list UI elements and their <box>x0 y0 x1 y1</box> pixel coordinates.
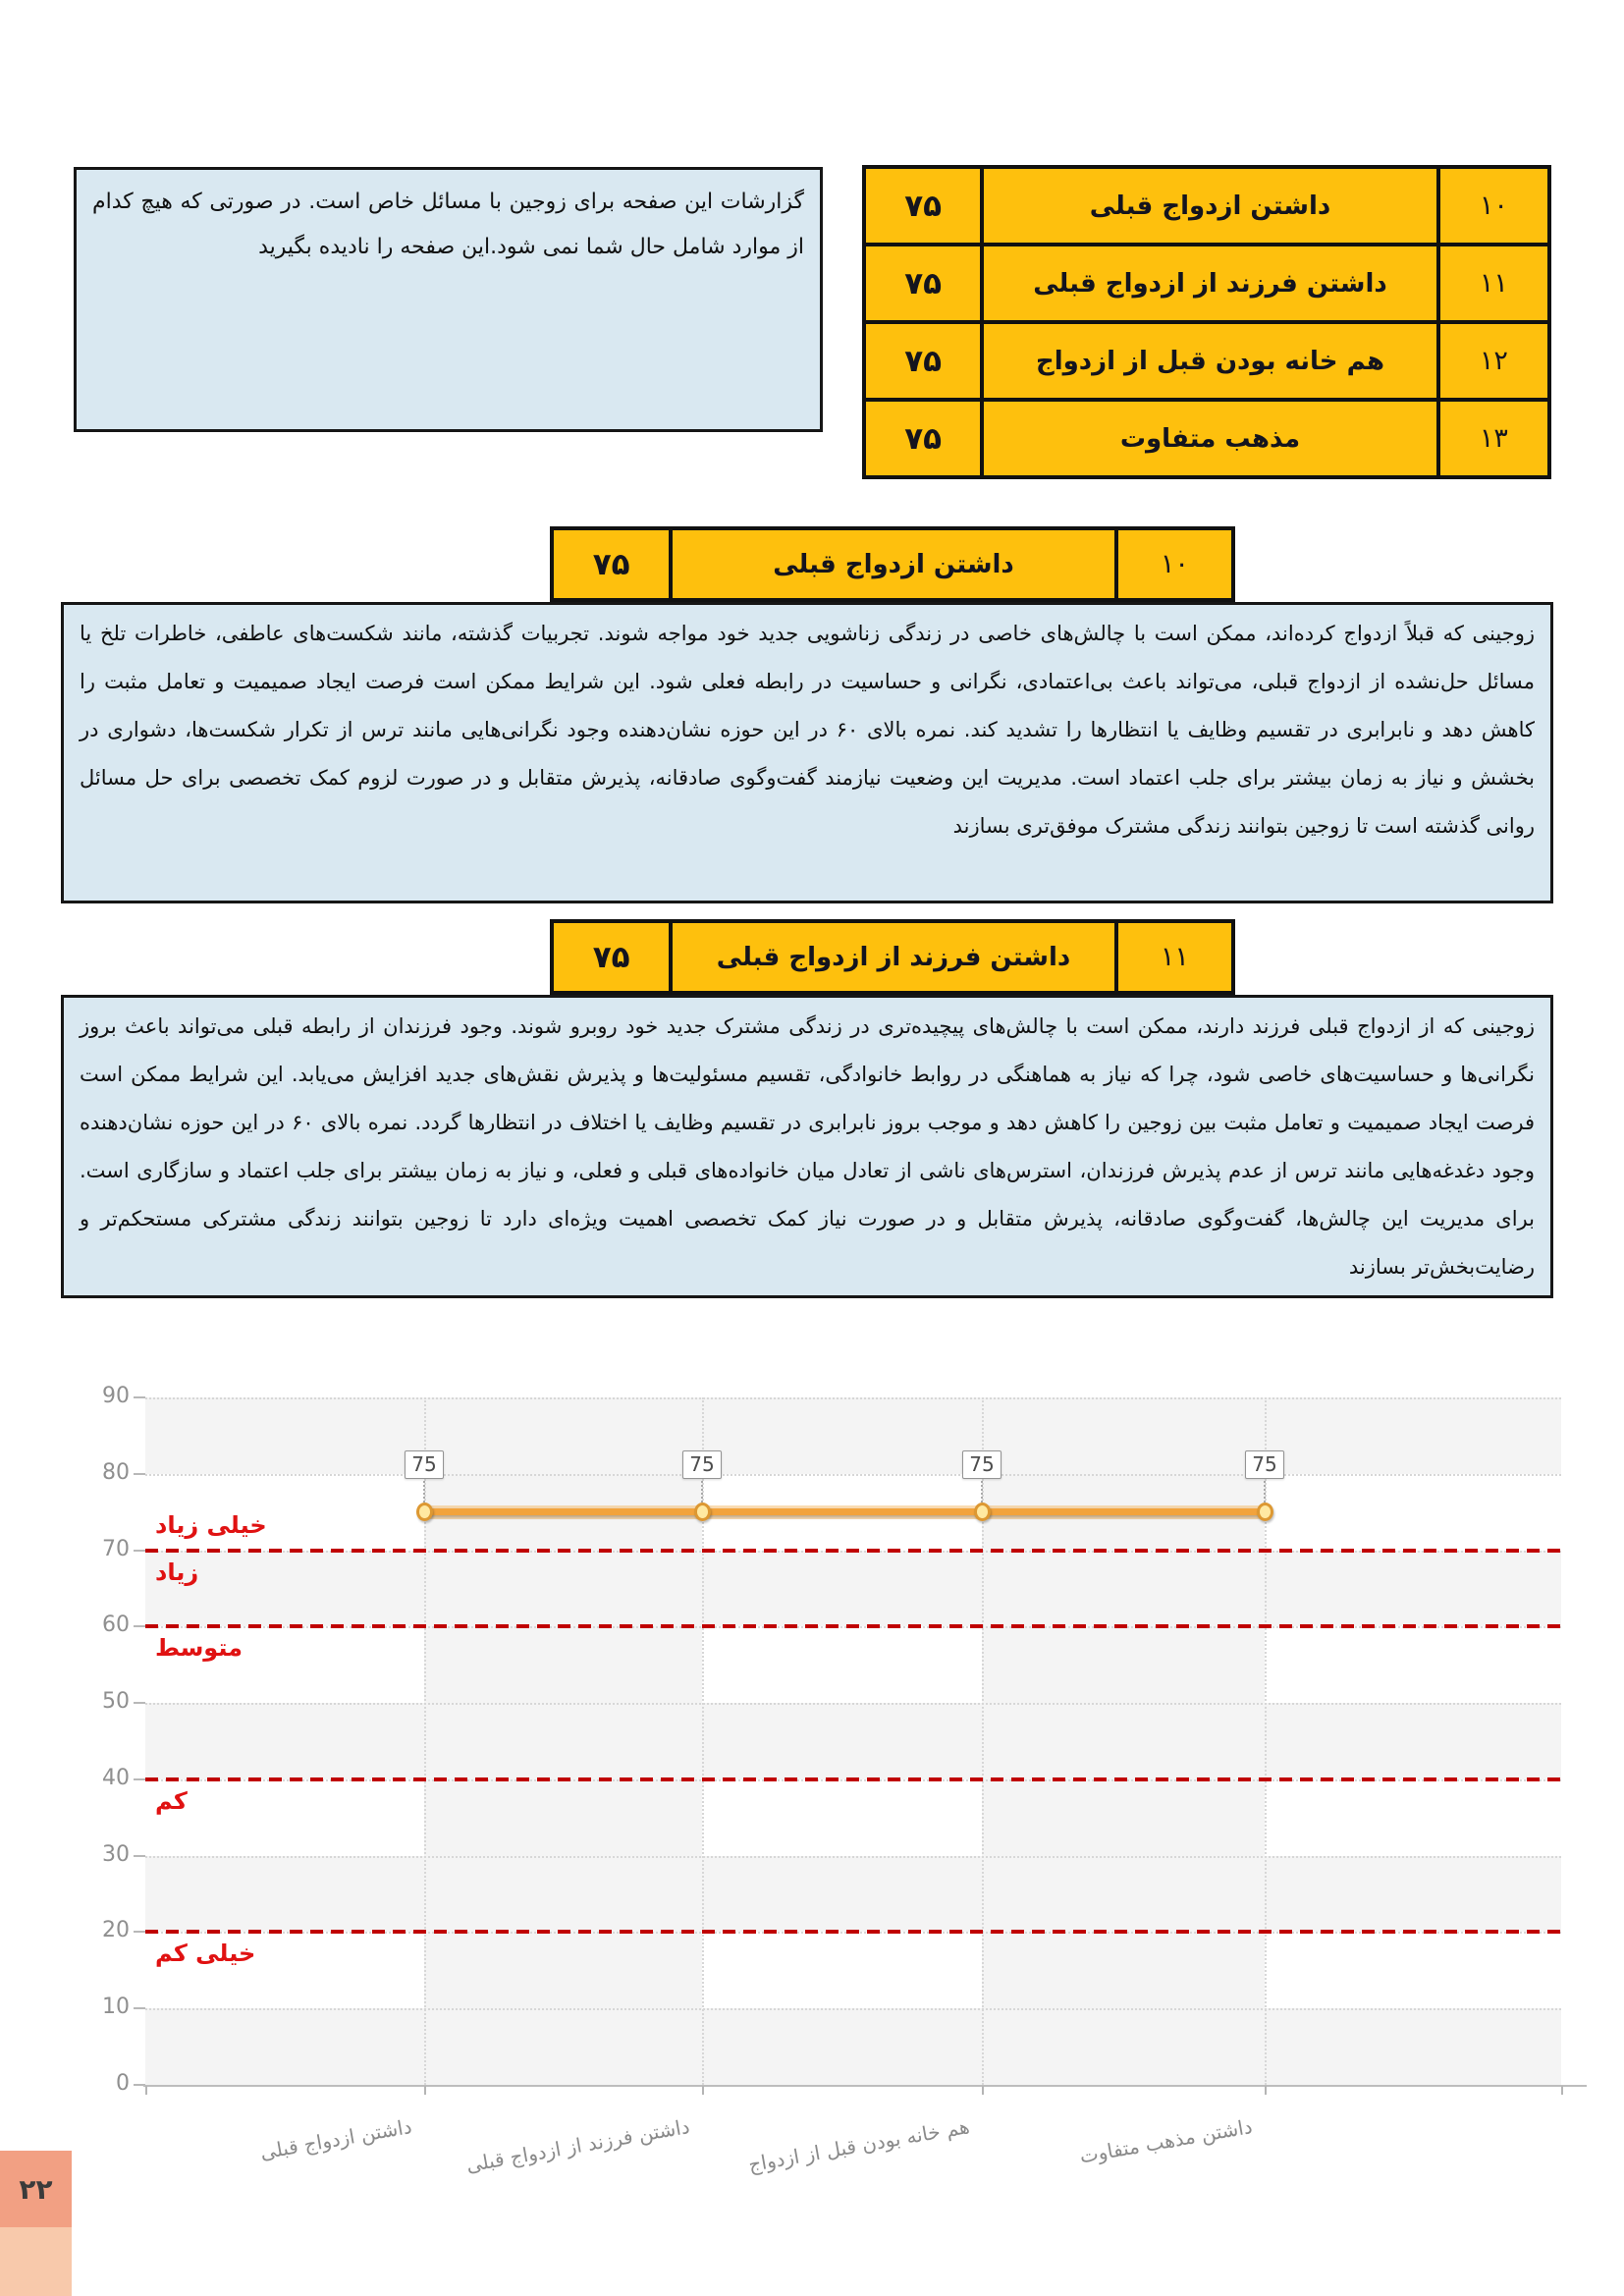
y-axis-tick-label: 40 <box>102 1765 130 1790</box>
score-line-chart <box>74 1375 1591 2229</box>
section-header-10 <box>550 526 1235 602</box>
data-point-label: 75 <box>405 1450 444 1479</box>
risk-zone-label: کم <box>155 1786 188 1815</box>
point-connector <box>423 1481 425 1503</box>
h-gridline <box>145 1397 1561 1399</box>
row-label: هم خانه بودن قبل از ازدواج <box>982 322 1437 400</box>
grid-band-horizontal <box>145 1551 1561 1627</box>
section-number: ۱۰ <box>1116 528 1233 600</box>
row-number: ۱۰ <box>1438 167 1549 245</box>
y-axis-tick <box>134 2007 145 2009</box>
threshold-line <box>145 1777 1561 1781</box>
grid-band-horizontal <box>145 1703 1561 1779</box>
risk-zone-label: خیلی کم <box>155 1940 256 1968</box>
data-point-marker <box>974 1503 991 1521</box>
grid-band-vertical <box>424 1397 702 2085</box>
y-axis-tick <box>134 1778 145 1780</box>
threshold-line <box>145 1549 1561 1553</box>
section-body-10: زوجینی که قبلاً ازدواج کرده‌اند، ممکن است با چالش‌های خاصی در زندگی زناشویی جدید خود مواجه شوند. تجربیات گذشته، مانند شکست‌های عاطفی، خاطرات تلخ یا مسائل حل‌نشده از ازدواج قبلی، می‌تواند باعث بی‌اعتمادی، نگرانی و حساسیت در رابطه فعلی شود. این شرایط ممکن است فرصت ایجاد صمیمیت و تعامل مثبت را کاهش دهد و نابرابری در تقسیم وظایف یا انتظارها را تشدید کند. نمره بالای ۶۰ در این حوزه نشان‌دهنده وجود نگرانی‌هایی مانند ترس از تکرار شکست‌ها، دشواری در بخشش و نیاز به زمان بیشتر برای جلب اعتماد است. مدیریت این وضعیت نیازمند گفت‌وگوی صادقانه، پذیرش متقابل و در صورت لزوم کمک تخصصی برای حل مسائل روانی گذشته است تا زوجین بتوانند زندگی مشترک موفق‌تری بسازند <box>61 602 1553 903</box>
page-number-badge <box>0 2151 72 2227</box>
row-score: ۷۵ <box>864 322 982 400</box>
chart-plot-area <box>102 1384 1561 2177</box>
y-axis-tick <box>134 1473 145 1475</box>
risk-zone-label: متوسط <box>155 1634 244 1663</box>
table-row <box>864 245 1549 322</box>
threshold-line <box>145 1624 1561 1628</box>
row-score: ۷۵ <box>864 400 982 477</box>
category-label: داشتن ازدواج قبلی <box>258 2114 414 2164</box>
data-point-marker <box>694 1503 711 1521</box>
section-title: داشتن فرزند از ازدواج قبلی <box>671 921 1115 993</box>
data-point-marker <box>1257 1503 1273 1521</box>
row-score: ۷۵ <box>864 245 982 322</box>
category-label: هم خانه بودن قبل از ازدواج <box>746 2114 972 2177</box>
data-point-label: 75 <box>1245 1450 1284 1479</box>
y-axis-tick <box>134 1702 145 1704</box>
row-score: ۷۵ <box>864 167 982 245</box>
h-gridline <box>145 1856 1561 1858</box>
row-label: مذهب متفاوت <box>982 400 1437 477</box>
table-row <box>864 167 1549 245</box>
y-axis-tick-label: 90 <box>102 1384 130 1408</box>
page-number: ۲۲ <box>19 2172 53 2206</box>
x-axis-tick <box>424 2086 426 2095</box>
y-axis-tick-label: 20 <box>102 1918 130 1943</box>
section-title: داشتن ازدواج قبلی <box>671 528 1115 600</box>
grid-band-vertical <box>982 1397 1265 2085</box>
h-gridline <box>145 1474 1561 1476</box>
row-label: داشتن ازدواج قبلی <box>982 167 1437 245</box>
page-edge-stripe <box>0 2227 72 2296</box>
y-axis-tick-label: 30 <box>102 1841 130 1867</box>
row-number: ۱۱ <box>1438 245 1549 322</box>
y-axis-tick <box>134 1396 145 1398</box>
section-score: ۷۵ <box>552 921 671 993</box>
y-axis-tick-label: 10 <box>102 1995 130 2020</box>
y-axis-tick <box>134 1855 145 1857</box>
table-row <box>864 322 1549 400</box>
x-axis-tick <box>145 2086 147 2095</box>
point-connector <box>701 1481 703 1503</box>
category-label: داشتن مذهب متفاوت <box>1077 2114 1255 2168</box>
grid-band-horizontal <box>145 2008 1561 2085</box>
threshold-line <box>145 1930 1561 1934</box>
section-header-11 <box>550 919 1235 995</box>
grid-band-horizontal <box>145 1397 1561 1474</box>
h-gridline <box>145 1703 1561 1705</box>
row-label: داشتن فرزند از ازدواج قبلی <box>982 245 1437 322</box>
series-line <box>424 1508 1265 1515</box>
info-box <box>74 167 823 432</box>
y-axis-tick-label: 80 <box>102 1459 130 1485</box>
h-gridline <box>145 2008 1561 2010</box>
table-row <box>864 400 1549 477</box>
y-axis-tick <box>134 1625 145 1627</box>
x-axis-tick <box>982 2086 984 2095</box>
x-axis-line <box>143 2085 1587 2087</box>
row-number: ۱۳ <box>1438 400 1549 477</box>
y-axis-tick-label: 70 <box>102 1536 130 1561</box>
category-label: داشتن فرزند از ازدواج قبلی <box>463 2114 692 2177</box>
section-score: ۷۵ <box>552 528 671 600</box>
y-axis-tick-label: 50 <box>102 1689 130 1715</box>
summary-table <box>862 165 1551 479</box>
data-point-label: 75 <box>682 1450 722 1479</box>
section-body-11: زوجینی که از ازدواج قبلی فرزند دارند، ممکن است با چالش‌های پیچیده‌تری در زندگی مشترک جدید خود روبرو شوند. وجود فرزندان از رابطه قبلی می‌تواند باعث بروز نگرانی‌ها و حساسیت‌های خاصی شود، چرا که نیاز به هماهنگی در روابط خانوادگی، تقسیم مسئولیت‌ها و پذیرش نقش‌های جدید افزایش می‌یابد. این شرایط ممکن است فرصت ایجاد صمیمیت و تعامل مثبت بین زوجین را کاهش دهد و موجب بروز نابرابری در تقسیم وظایف یا اختلاف در انتظارها گردد. نمره بالای ۶۰ در این حوزه نشان‌دهنده وجود دغدغه‌هایی مانند ترس از عدم پذیرش فرزندان، استرس‌های ناشی از تعادل میان خانواده‌های قبلی و فعلی، و نیاز به زمان بیشتر برای جلب اعتماد و سازگاری است. برای مدیریت این چالش‌ها، گفت‌وگوی صادقانه، پذیرش متقابل و در صورت نیاز کمک تخصصی اهمیت ویژه‌ای دارد تا زوجین بتوانند زندگی مشترکی مستحکم‌تر و رضایت‌بخش‌تر بسازند <box>61 995 1553 1298</box>
x-axis-tick <box>1561 2086 1563 2095</box>
row-number: ۱۲ <box>1438 322 1549 400</box>
data-point-marker <box>416 1503 433 1521</box>
grid-band-horizontal <box>145 1856 1561 1933</box>
y-axis-tick <box>134 1550 145 1552</box>
x-axis-tick <box>702 2086 704 2095</box>
point-connector <box>981 1481 983 1503</box>
point-connector <box>1264 1481 1266 1503</box>
y-axis-tick <box>134 1931 145 1933</box>
info-box-text: گزارشات این صفحه برای زوجین با مسائل خاص است. در صورتی که هیچ کدام از موارد شامل حال شما نمی شود.این صفحه را نادیده بگیرید <box>92 190 804 259</box>
risk-zone-label: زیاد <box>155 1558 199 1586</box>
data-point-label: 75 <box>962 1450 1001 1479</box>
risk-zone-label: خیلی زیاد <box>155 1510 267 1539</box>
y-axis-tick-label: 60 <box>102 1613 130 1638</box>
y-axis-tick-label: 0 <box>116 2071 130 2096</box>
x-axis-tick <box>1265 2086 1267 2095</box>
section-number: ۱۱ <box>1116 921 1233 993</box>
